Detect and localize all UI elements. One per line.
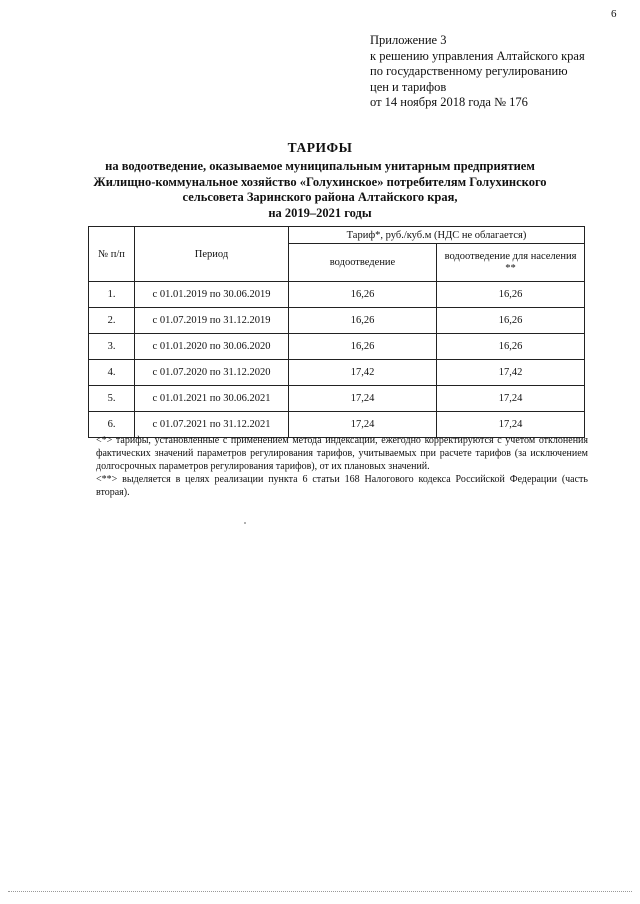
annex-line: цен и тарифов [370, 79, 447, 94]
row-period: с 01.01.2020 по 30.06.2020 [135, 334, 289, 360]
annex-line: Приложение 3 [370, 33, 447, 47]
row-wastewater-value: 16,26 [289, 308, 437, 334]
row-period: с 01.01.2019 по 30.06.2019 [135, 282, 289, 308]
row-period: с 01.07.2020 по 31.12.2020 [135, 360, 289, 386]
row-num: 1. [89, 282, 135, 308]
header-period: Период [135, 227, 289, 282]
row-population-value: 17,24 [437, 386, 585, 412]
title-line: сельсовета Заринского района Алтайского края, [182, 190, 458, 204]
row-num: 3. [89, 334, 135, 360]
row-population-value: 16,26 [437, 308, 585, 334]
table-row [89, 360, 585, 386]
row-population-value: 17,24 [437, 412, 585, 438]
footnotes [96, 434, 588, 499]
annex-line: к решению управления Алтайского края [370, 48, 585, 63]
row-wastewater-value: 17,24 [289, 386, 437, 412]
row-period: с 01.01.2021 по 30.06.2021 [135, 386, 289, 412]
row-wastewater-value: 16,26 [289, 334, 437, 360]
document-title [80, 140, 560, 221]
annex-line: по государственному регулированию [370, 64, 568, 78]
page-bottom-rule [8, 891, 632, 892]
header-num: № п/п [89, 227, 135, 282]
title-line: Жилищно-коммунальное хозяйство «Голухинское» потребителям Голухинского [93, 174, 547, 189]
annex-block [370, 33, 585, 111]
row-num: 2. [89, 308, 135, 334]
header-tariff-group: Тариф*, руб./куб.м (НДС не облагается) [289, 227, 585, 244]
tariff-table [88, 226, 585, 438]
row-num: 4. [89, 360, 135, 386]
row-period: с 01.07.2019 по 31.12.2019 [135, 308, 289, 334]
row-wastewater-value: 17,24 [289, 412, 437, 438]
row-wastewater-value: 16,26 [289, 282, 437, 308]
row-wastewater-value: 17,42 [289, 360, 437, 386]
row-population-value: 17,42 [437, 360, 585, 386]
row-period: с 01.07.2021 по 31.12.2021 [135, 412, 289, 438]
footnote-vat: <**> выделяется в целях реализации пункта 6 статьи 168 Налогового кодекса Российской Федерации (часть вторая). [96, 474, 588, 498]
table-row [89, 282, 585, 308]
page-number: 6 [611, 8, 617, 20]
table-row [89, 334, 585, 360]
title-line: на водоотведение, оказываемое муниципальным унитарным предприятием [105, 159, 535, 173]
header-wastewater-population: водоотведение для населения ** [437, 244, 585, 282]
row-num: 6. [89, 412, 135, 438]
row-num: 5. [89, 386, 135, 412]
annex-line: от 14 ноября 2018 года № 176 [370, 95, 528, 109]
row-population-value: 16,26 [437, 334, 585, 360]
header-wastewater: водоотведение [289, 244, 437, 282]
footnote-indexation: <*> тарифы, установленные с применением метода индексации, ежегодно корректируются с учетом отклонения фактических значений параметров регулирования тарифов, учитываемых при расчете тарифов (за исключением долгосрочных параметров регулирования тарифов), от их плановых значений. [96, 435, 588, 472]
title-main: ТАРИФЫ [287, 140, 353, 155]
row-population-value: 16,26 [437, 282, 585, 308]
table-row [89, 308, 585, 334]
table-row [89, 386, 585, 412]
title-line: на 2019–2021 годы [268, 205, 372, 220]
scan-speck [244, 522, 246, 524]
